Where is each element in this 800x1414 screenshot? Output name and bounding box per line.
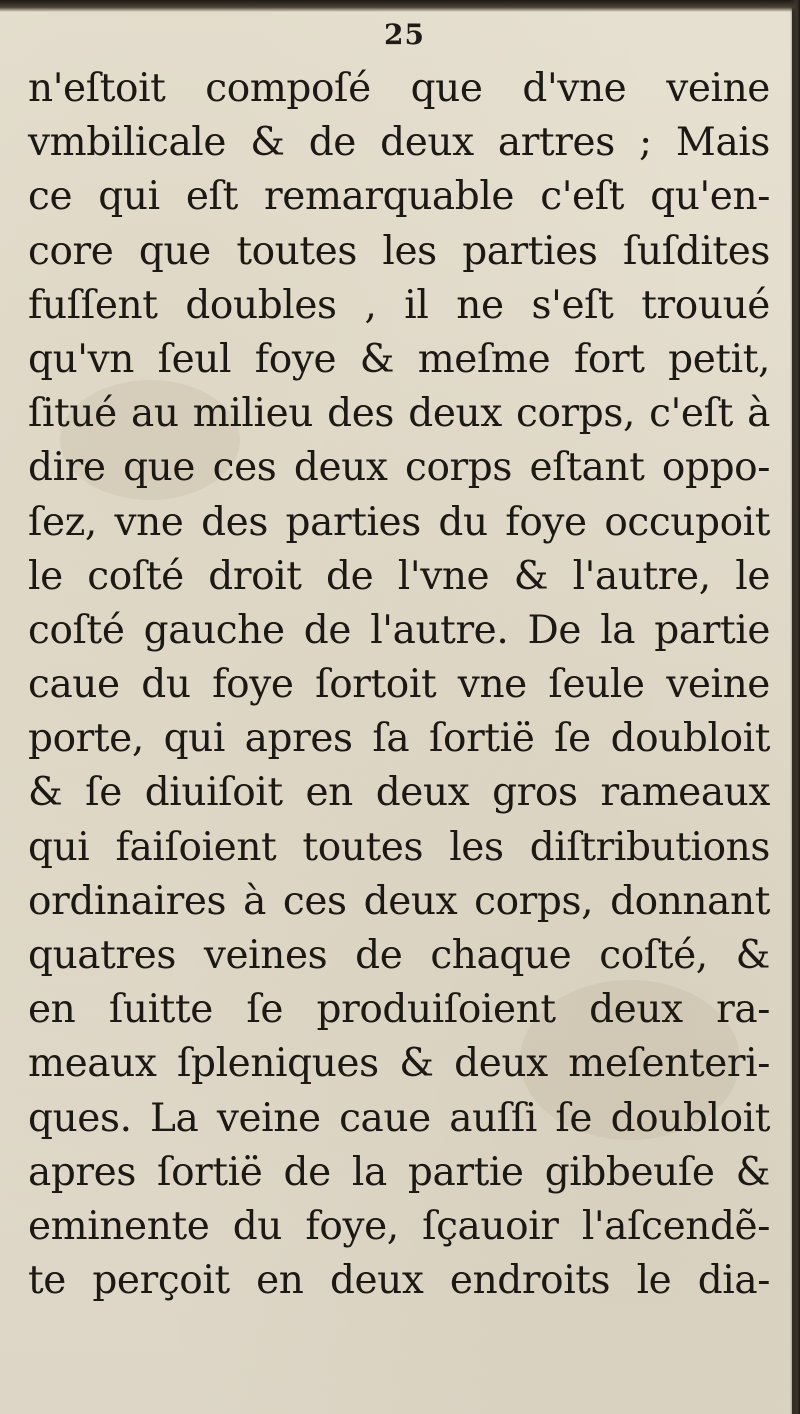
text-line: n'eſtoit compoſé que d'vne veine (28, 66, 770, 111)
text-line: ſez, vne des parties du foye occupoit (28, 499, 770, 545)
text-line: porte, qui apres ſa ſortië ſe doubloit (28, 716, 770, 762)
text-line: ſitué au milieu des deux corps, c'eſt à (28, 391, 770, 437)
text-line: quatres veines de chaque coſté, & (28, 933, 770, 978)
text-line: meaux ſpleniques & deux meſenteri- (28, 1041, 770, 1087)
text-line: te perçoit en deux endroits le dia- (28, 1258, 770, 1304)
text-line: ce qui eſt remarquable c'eſt qu'en- (28, 174, 770, 220)
text-line: fuſſent doubles , il ne s'eſt trouué (28, 282, 770, 328)
page-number: 25 (384, 18, 425, 51)
text-line: apres ſortië de la partie gibbeuſe & (28, 1149, 770, 1195)
text-line: coſté gauche de l'autre. De la partie (28, 607, 770, 653)
text-line: qu'vn ſeul foye & meſme fort petit, (28, 336, 770, 382)
text-line: caue du foye ſortoit vne ſeule veine (28, 662, 770, 708)
body-text (28, 62, 770, 1308)
text-line: le coſté droit de l'vne & l'autre, le (28, 553, 770, 599)
text-line: ordinaires à ces deux corps, donnant (28, 878, 770, 924)
text-line: en ſuitte ſe produiſoient deux ra- (28, 987, 770, 1033)
text-line: & ſe diuiſoit en deux gros rameaux (28, 770, 770, 816)
text-line: qui faiſoient toutes les diſtributions (28, 824, 770, 870)
text-line: dire que ces deux corps eſtant oppo- (28, 445, 770, 491)
scan-top-edge (0, 0, 800, 12)
text-line: core que toutes les parties ſuſdites (28, 228, 770, 274)
text-line: ques. La veine caue auſſi ſe doubloit (28, 1095, 770, 1141)
text-line: vmbilicale & de deux artres ; Mais (28, 120, 770, 166)
text-line: eminente du foye, ſçauoir l'aſcendẽ- (28, 1203, 770, 1249)
scan-right-edge (790, 0, 800, 1414)
